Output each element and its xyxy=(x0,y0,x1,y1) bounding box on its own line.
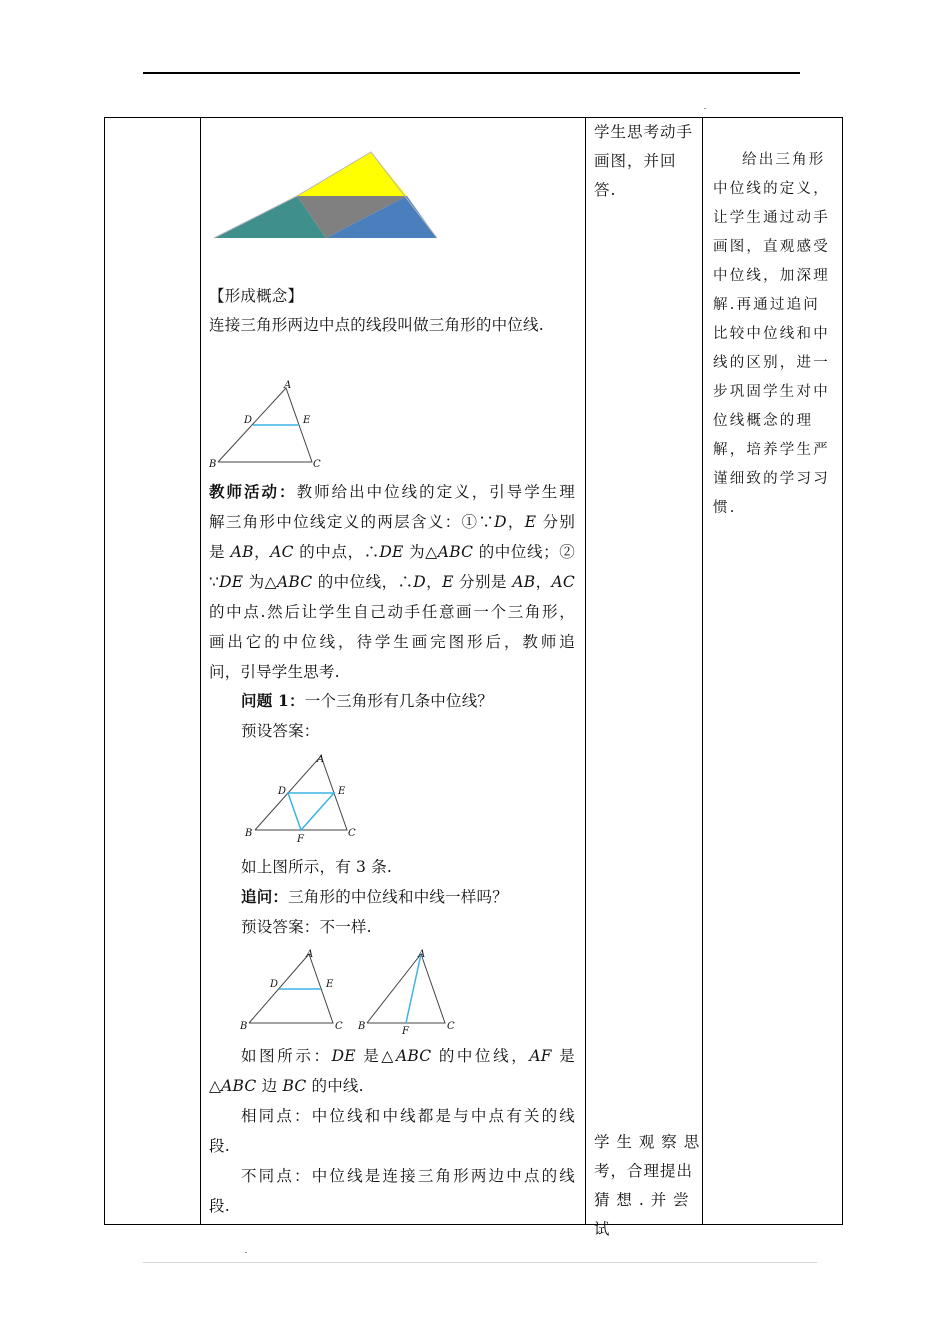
preset-answer-2: 预设答案：不一样. xyxy=(241,918,372,936)
teacher-activity-line-6: 画出它的中位线，待学生画完图形后，教师追 xyxy=(209,633,575,651)
label-C: C xyxy=(447,1021,455,1032)
midline-figure-2 xyxy=(239,748,364,846)
label-A: A xyxy=(317,754,325,765)
comparison-line-2: △ABC 边 BC 的中线. xyxy=(209,1077,364,1095)
section-title: 【形成概念】 xyxy=(209,287,304,305)
lesson-table xyxy=(104,117,843,1238)
label-E: E xyxy=(338,786,346,797)
teacher-activity-line-2: 解三角形中位线定义的两层含义：①∵D，E 分别 xyxy=(209,513,576,531)
teacher-activity-line-1: 教师活动：教师给出中位线的定义，引导学生理 xyxy=(209,482,575,501)
teacher-activity-line-7: 问，引导学生思考. xyxy=(209,663,340,681)
empty-column xyxy=(105,118,201,1225)
label-D: D xyxy=(244,415,253,426)
similarity-line-1: 相同点：中位线和中线都是与中点有关的线 xyxy=(241,1107,575,1125)
label-D: D xyxy=(270,979,279,990)
label-E: E xyxy=(303,415,311,426)
label-A: A xyxy=(306,949,314,960)
label-D: D xyxy=(278,786,287,797)
comparison-line-1: 如图所示：DE 是△ABC 的中位线，AF 是 xyxy=(241,1047,575,1065)
folded-triangle-figure xyxy=(211,148,441,240)
midline-figure-3 xyxy=(239,949,343,1032)
preset-answer-1: 预设答案： xyxy=(241,722,320,740)
label-B: B xyxy=(358,1021,366,1032)
student-activity-column xyxy=(586,118,703,1238)
decor-dot xyxy=(704,108,706,109)
student-activity-block-2: 学 生 观 察 思 考，合理提出 猜 想 . 并 尝 试 xyxy=(594,1133,701,1238)
similarity-line-2: 段. xyxy=(209,1137,230,1155)
teacher-activity-line-3: 是 AB，AC 的中点，∴DE 为△ABC 的中位线；② xyxy=(209,543,575,561)
teaching-content-column xyxy=(201,118,586,1225)
answer-1: 如上图所示，有 3 条. xyxy=(241,858,393,876)
midline-figure-1 xyxy=(206,376,331,471)
difference-line-1: 不同点：中位线是连接三角形两边中点的线 xyxy=(241,1167,575,1185)
label-A: A xyxy=(418,949,426,960)
teacher-activity-line-4: ∵DE 为△ABC 的中位线，∴D，E 分别是 AB，AC xyxy=(209,573,575,591)
student-activity-block-1: 学生思考动手 画图，并回 答. xyxy=(594,123,694,199)
teacher-activity-label: 教师活动： xyxy=(209,482,297,501)
design-intent-column xyxy=(703,118,843,1225)
follow-up-label: 追问： xyxy=(241,887,289,906)
teacher-activity-line-5: 的中点.然后让学生自己动手任意画一个三角形， xyxy=(209,603,575,621)
question-1: 问题 1：一个三角形有几条中位线？ xyxy=(241,691,494,710)
midline-triangle-DEF xyxy=(288,793,334,830)
label-C: C xyxy=(335,1021,343,1032)
decor-dot xyxy=(245,1252,247,1253)
median-figure-4 xyxy=(357,949,455,1035)
label-B: B xyxy=(245,828,253,839)
label-C: C xyxy=(313,459,321,470)
footer-rule xyxy=(143,1262,817,1263)
label-F: F xyxy=(402,1026,409,1035)
label-C: C xyxy=(348,828,356,839)
label-F: F xyxy=(297,834,304,845)
label-B: B xyxy=(240,1021,248,1032)
label-B: B xyxy=(209,459,217,470)
follow-up-question: 追问：三角形的中位线和中线一样吗？ xyxy=(241,887,508,906)
midline-vs-median-figures xyxy=(239,945,464,1035)
difference-line-2: 段. xyxy=(209,1197,230,1215)
design-intent-text: 给出三角形中位线的定义，让学生通过动手画图，直观感受中位线，加深理解.再通过追问比较中位线和中线的区别，进一步巩固学生对中位线概念的理解，培养学生严谨细致的学习习惯. xyxy=(713,152,830,516)
question-1-label: 问题 1： xyxy=(241,691,305,710)
header-rule xyxy=(143,72,800,74)
label-E: E xyxy=(326,979,334,990)
definition-text: 连接三角形两边中点的线段叫做三角形的中位线. xyxy=(209,316,544,334)
yellow-region xyxy=(297,152,407,196)
label-A: A xyxy=(284,380,292,391)
